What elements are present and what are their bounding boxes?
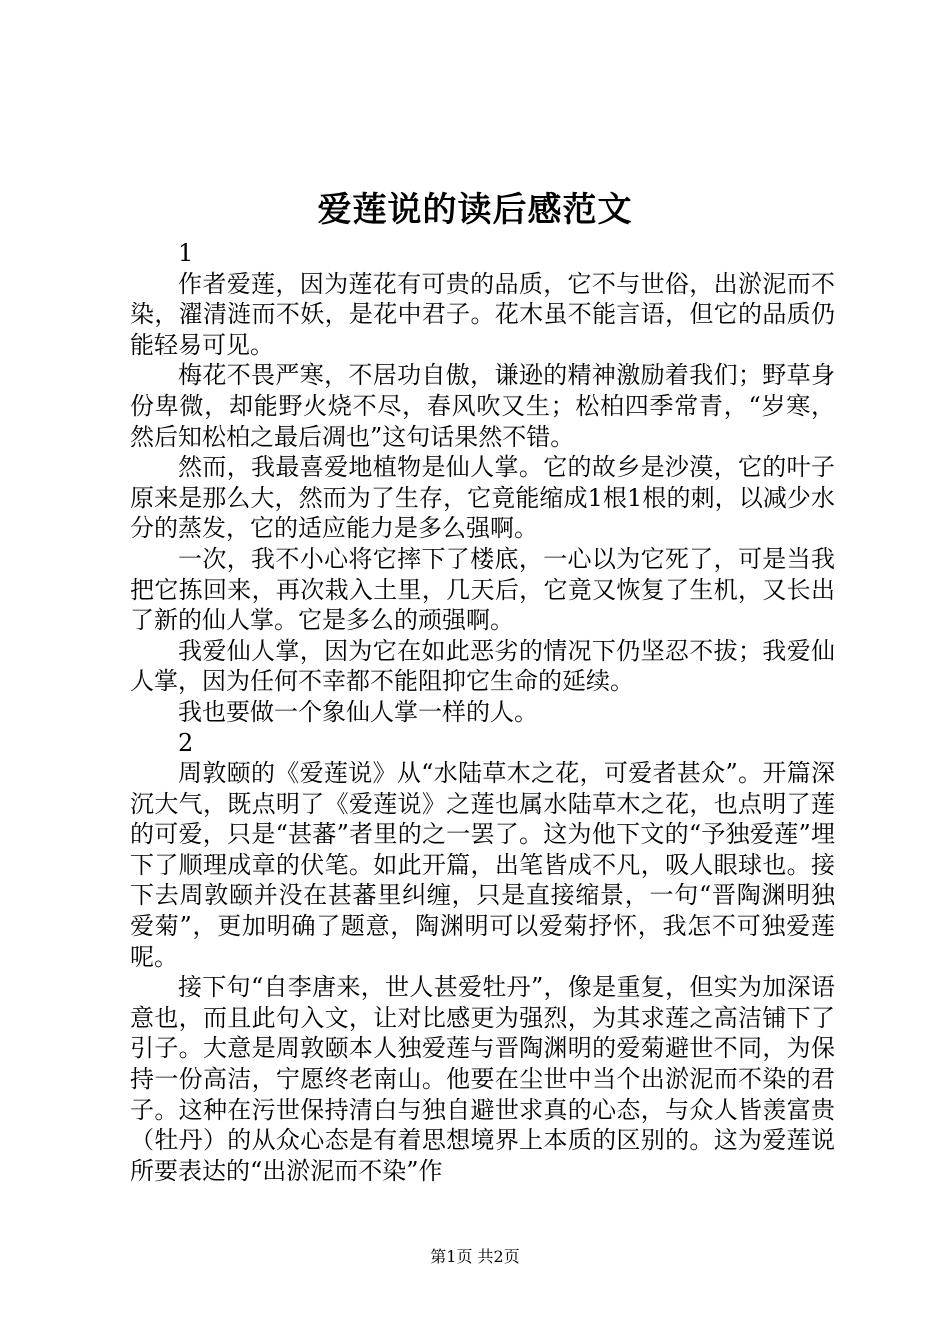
paragraph: 接下句“自李唐来，世人甚爱牡丹”，像是重复，但实为加深语意也，而且此句入文，让对比感更为强烈，为其求莲之高洁铺下了引子。大意是周敦颐本人独爱莲与晋陶渊明的爱菊避世不同，为保持一份高洁，宁愿终老南山。他要在尘世中当个出淤泥而不染的君子。这种在污世保持清白与独自避世求真的心态，与众人皆羡富贵（牡丹）的从众心态是有着思想境界上本质的区别的。这为爱莲说所要表达的“出淤泥而不染”作 [130,973,835,1185]
paragraph: 然而，我最喜爱地植物是仙人掌。它的故乡是沙漠，它的叶子原来是那么大，然而为了生存，它竟能缩成1根1根的刺，以减少水分的蒸发，它的适应能力是多么强啊。 [130,453,835,543]
paragraph: 我爱仙人掌，因为它在如此恶劣的情况下仍坚忍不拔；我爱仙人掌，因为任何不幸都不能阻抑它生命的延续。 [130,636,835,696]
page-footer: 第1页 共2页 [430,1247,520,1266]
paragraph: 我也要做一个象仙人掌一样的人。 [178,697,538,726]
paragraph: 梅花不畏严寒，不居功自傲，谦逊的精神激励着我们；野草身份卑微，却能野火烧不尽，春风吹又生；松柏四季常青，“岁寒，然后知松柏之最后凋也”这句话果然不错。 [130,361,835,451]
paragraph: 作者爱莲，因为莲花有可贵的品质，它不与世俗，出淤泥而不染，濯清涟而不妖，是花中君子。花木虽不能言语，但它的品质仍能轻易可见。 [130,269,835,359]
section-number: 1 [178,239,194,267]
section-number: 2 [178,728,194,757]
document-body [130,238,835,1186]
paragraph: 一次，我不小心将它摔下了楼底，一心以为它死了，可是当我把它拣回来，再次栽入土里，几天后，它竟又恢复了生机，又长出了新的仙人掌。它是多么的顽强啊。 [130,544,835,635]
paragraph: 周敦颐的《爱莲说》从“水陆草木之花，可爱者甚众”。开篇深沉大气，既点明了《爱莲说》之莲也属水陆草木之花，也点明了莲的可爱，只是“甚蕃”者里的之一罢了。这为他下文的“予独爱莲”埋下了顺理成章的伏笔。如此开篇，出笔皆成不凡，吸人眼球也。接下去周敦颐并没在甚蕃里纠缠，只是直接缩景，一句“晋陶渊明独爱菊”，更加明确了题意，陶渊明可以爱菊抒怀，我怎不可独爱莲呢。 [130,759,835,971]
document-title: 爱莲说的读后感范文 [317,190,633,230]
